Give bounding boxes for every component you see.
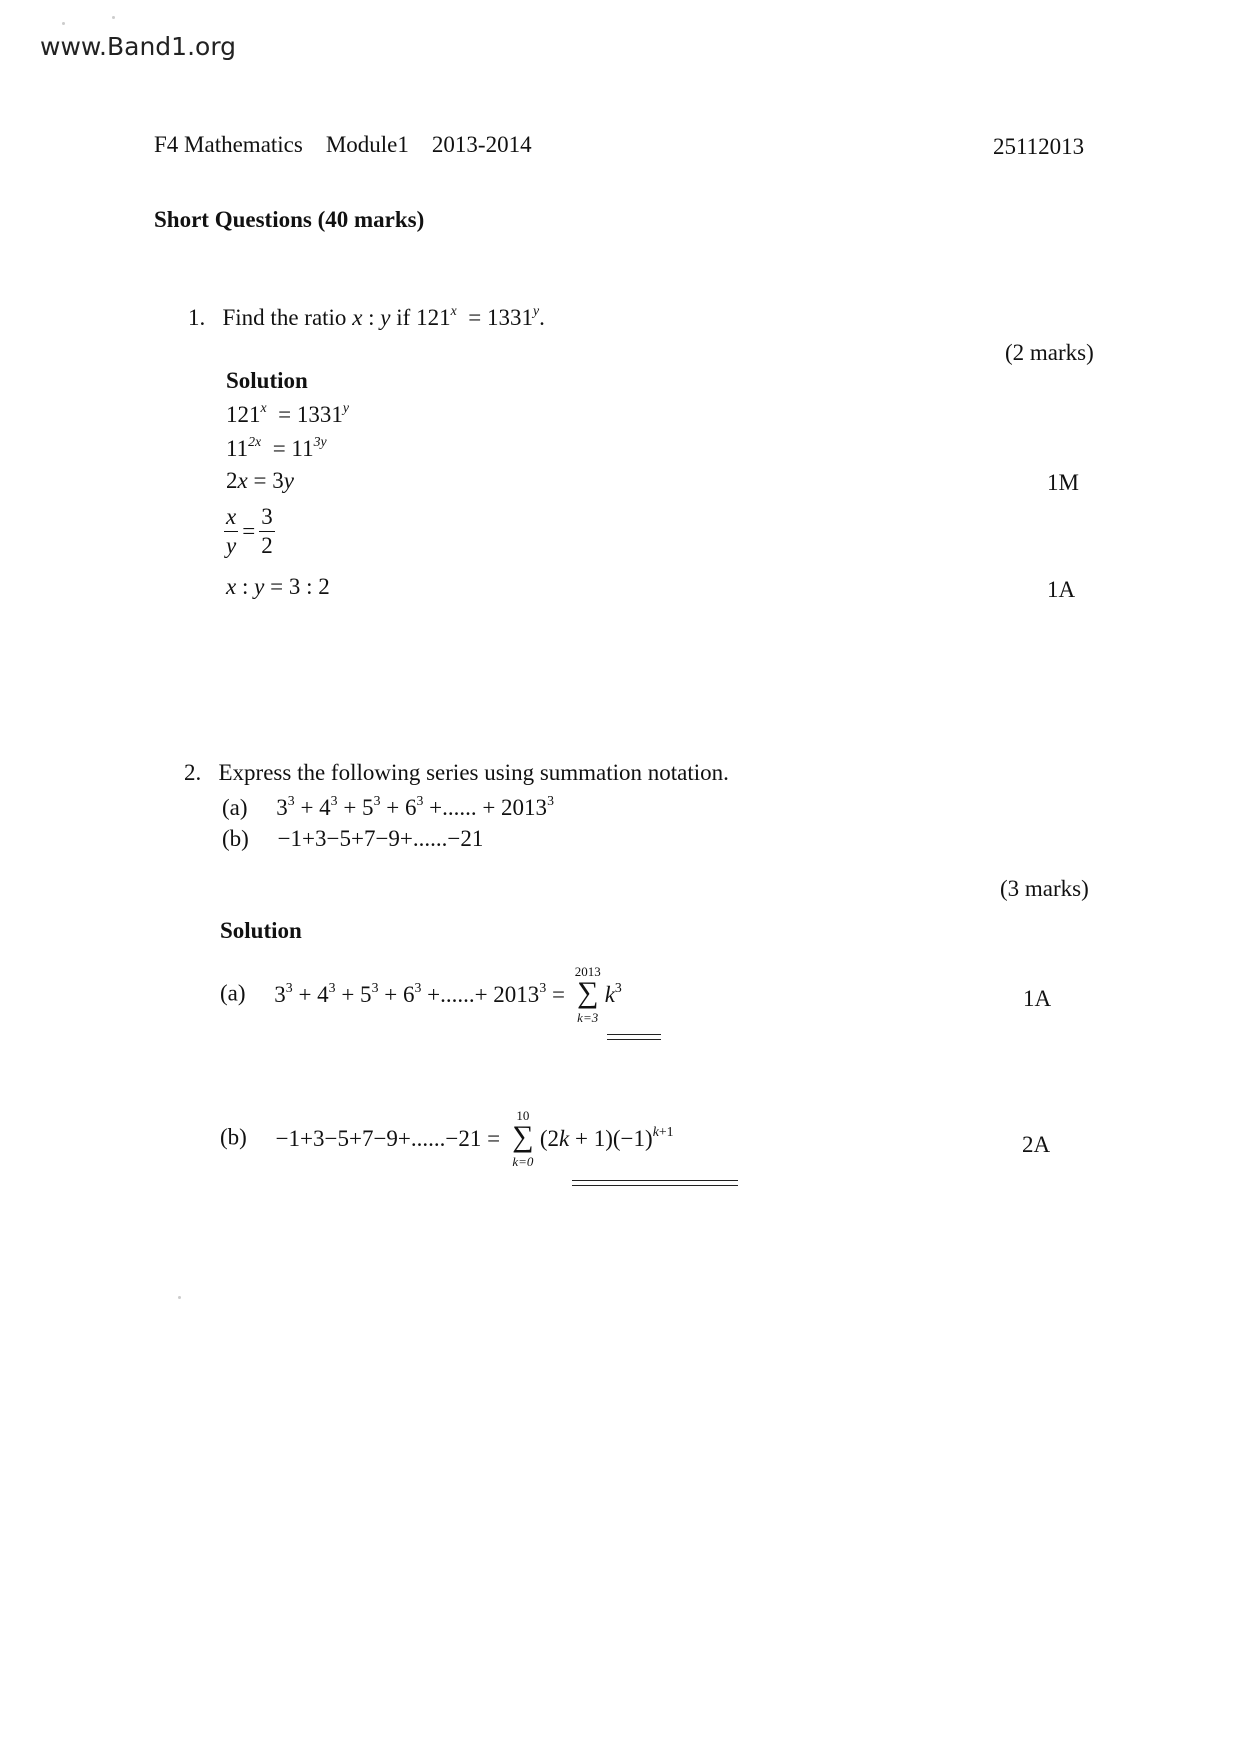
question-1: 1. Find the ratio x : y if $121^x = 1331^y$. <box>188 302 545 330</box>
course-title: F4 Mathematics <box>154 132 303 157</box>
question-2 <box>184 760 729 786</box>
series-b: −1+3−5+7−9+......−21 <box>275 1126 482 1151</box>
scan-speck <box>112 16 115 19</box>
q2-solution-b: (b) −1+3−5+7−9+......−21 = 10 ∑ k=0 $(2k + 1)(-1)^{k+1}$ <box>220 1108 674 1169</box>
part-label: (a) <box>222 795 248 820</box>
q1-step-5: x : y = 3 : 2 <box>226 574 330 599</box>
sum-upper-limit: 2013 <box>574 964 601 979</box>
answer-double-underline <box>607 1034 661 1040</box>
page-header <box>154 132 532 158</box>
q2a-mark: 1A <box>1023 986 1052 1011</box>
q1-step-4: $\frac{x}{y}$ = $\frac{3}{2}$ <box>226 504 273 558</box>
q1-step-3: 2x = 3y <box>226 468 294 493</box>
academic-year: 2013-2014 <box>431 132 532 157</box>
math-exponent: 3y <box>313 433 327 449</box>
part-label: (b) <box>220 1124 247 1150</box>
q1-marks: (2 marks) <box>1005 340 1094 365</box>
q2-solution-label: Solution <box>220 918 302 943</box>
summation-sign: 2013 ∑ k=3 <box>571 966 605 1024</box>
question-text: Find the ratio <box>222 305 347 330</box>
q1-step-1: $121^x = 1331^y$ <box>226 399 349 427</box>
q1-step-2: $11^{2x} = 11^{3y}$ <box>226 433 327 461</box>
scan-speck <box>178 1296 181 1299</box>
q1-mark-answer: 1A <box>1047 577 1076 602</box>
q2b-mark: 2A <box>1022 1132 1051 1157</box>
math-exponent: 2x <box>248 433 262 449</box>
question-text: if <box>396 305 411 330</box>
site-url[interactable]: www.Band1.org <box>40 32 237 61</box>
question-number: 2. <box>184 760 202 785</box>
math-base: 1331 <box>486 305 533 330</box>
answer-double-underline <box>572 1180 738 1186</box>
part-label: (a) <box>220 980 246 1006</box>
question-number: 1. <box>188 305 206 330</box>
part-label: (b) <box>222 826 249 851</box>
fraction-3-over-2: $\frac{3}{2}$ <box>261 504 273 558</box>
q2-part-b <box>222 826 483 852</box>
question-text: Express the following series using summation notation. <box>218 760 729 785</box>
math-coefficient: 3 <box>272 468 284 493</box>
q2-part-a: (a) $3^3 + 4^3 + 5^3 + 6^3$ +...... + $2013^3$ <box>222 792 554 820</box>
ratio-answer: 3 : 2 <box>288 574 330 599</box>
sum-lower-limit: k=0 <box>512 1154 534 1169</box>
series-b: −1+3−5+7−9+......−21 <box>277 826 484 851</box>
math-base: 1331 <box>296 402 343 427</box>
header-date: 25112013 <box>993 134 1085 159</box>
section-title: Short Questions (40 marks) <box>154 207 425 232</box>
summation-sign: 10 ∑ k=0 <box>506 1110 540 1168</box>
fraction-x-over-y: $\frac{x}{y}$ <box>226 504 237 558</box>
sum-upper-limit: 10 <box>516 1108 530 1123</box>
q1-mark-method: 1M <box>1047 470 1079 495</box>
scan-speck <box>62 22 65 25</box>
module-label: Module1 <box>325 132 409 157</box>
math-base: 121 <box>226 402 261 427</box>
math-base: 121 <box>416 305 451 330</box>
sum-lower-limit: k=3 <box>577 1010 599 1025</box>
q1-solution-label: Solution <box>226 368 308 393</box>
q2-solution-a: (a) $3^3 + 4^3 + 5^3 + 6^3$ +......+ $2013^3$ = 2013 ∑ k=3 $k^3$ <box>220 964 622 1025</box>
math-coefficient: 2 <box>226 468 238 493</box>
math-base: 11 <box>291 436 314 461</box>
math-base: 11 <box>226 436 249 461</box>
q2-marks: (3 marks) <box>1000 876 1089 901</box>
